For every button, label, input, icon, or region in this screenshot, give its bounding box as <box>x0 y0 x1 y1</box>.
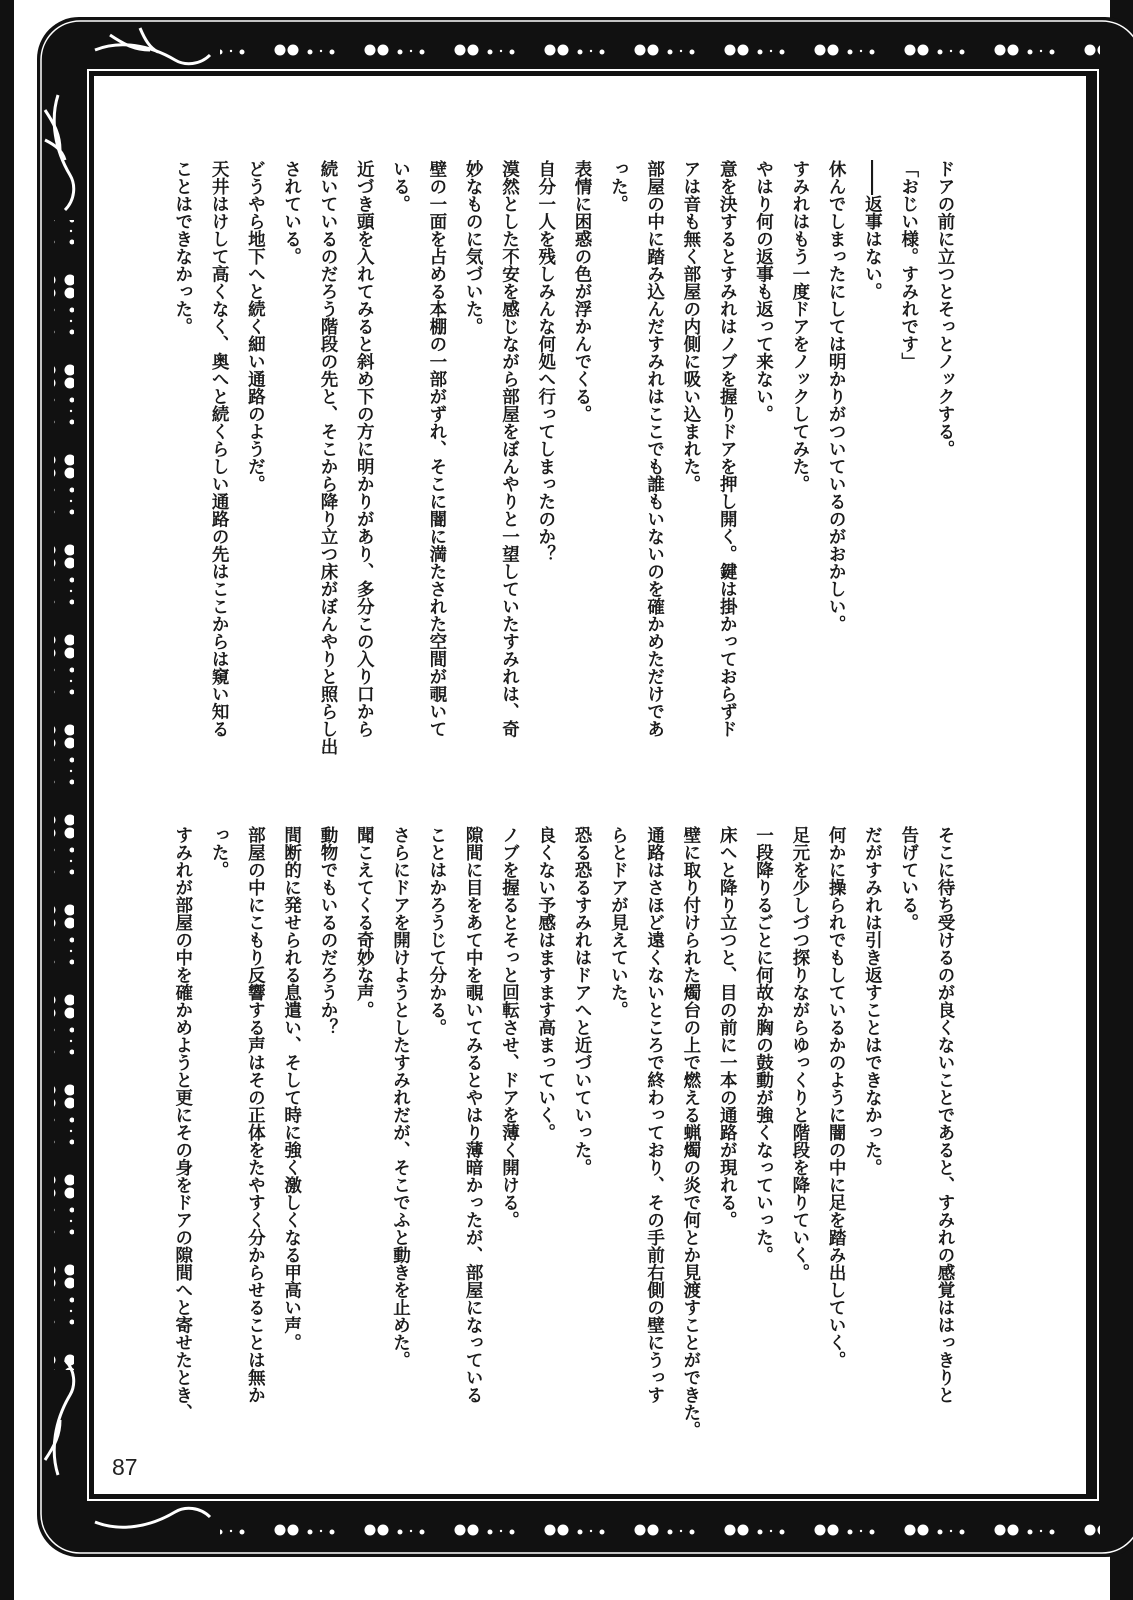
text-line: 足元を少しづつ探りながらゆっくりと階段を降りていく。 <box>789 826 810 1281</box>
text-line: 漠然とした不安を感じながら部屋をぼんやりと一望していたすみれは、奇 <box>499 160 520 738</box>
scan-edge-left <box>0 0 14 1600</box>
text-line: やはり何の返事も返って来ない。 <box>753 160 774 423</box>
text-line: ドアの前に立つとそっとノックする。 <box>935 160 955 458</box>
text-line: ことはかろうじて分かる。 <box>426 826 447 1036</box>
text-line: 壁の一面を占める本棚の一部がずれ、そこに闇に満たされた空間が覗いて <box>426 160 447 738</box>
text-line: 妙なものに気づいた。 <box>463 160 484 335</box>
text-line: アは音も無く部屋の内側に吸い込まれた。 <box>680 160 701 493</box>
page-number: 87 <box>112 1454 138 1480</box>
text-line: そこに待ち受けるのが良くないことであると、すみれの感覚ははっきりと <box>935 826 955 1404</box>
text-line: 告げている。 <box>898 826 919 931</box>
text-line: 続いているのだろう階段の先と、そこから降り立つ床がぼんやりと照らし出 <box>317 160 338 755</box>
text-line: 良くない予感はますます高まっていく。 <box>535 826 556 1141</box>
text-line: 一段降りるごとに何故か胸の鼓動が強くなっていった。 <box>753 826 774 1264</box>
bottom-dot-border <box>220 1516 1100 1536</box>
text-line: さらにドアを開けようとしたすみれだが、そこでふと動きを止めた。 <box>390 826 411 1369</box>
text-line: ――返事はない。 <box>862 160 883 300</box>
text-line: 部屋の中に踏み込んだすみれはここでも誰もいないのを確かめただけであ <box>644 160 665 738</box>
text-line: 隙間に目をあて中を覗いてみるとやはり薄暗かったが、部屋になっている <box>463 826 484 1404</box>
text-line: 何かに操られでもしているかのように闇の中に足を踏み出していく。 <box>826 826 847 1369</box>
text-line: 壁に取り付けられた燭台の上で燃える蝋燭の炎で何とか見渡すことができた。 <box>680 826 701 1439</box>
text-line: 聞こえてくる奇妙な声。 <box>354 826 375 1019</box>
text-line: 動物でもいるのだろうか？ <box>317 826 338 1036</box>
text-line: 表情に困惑の色が浮かんでくる。 <box>572 160 593 423</box>
text-line: ことはできなかった。 <box>172 160 193 335</box>
text-line: 休んでしまったにしては明かりがついているのがおかしい。 <box>826 160 847 633</box>
text-block-top <box>164 160 963 800</box>
text-line: ノブを握るとそっと回転させ、ドアを薄く開ける。 <box>499 826 520 1229</box>
text-line: いる。 <box>390 160 411 213</box>
text-line: 天井はけして高くなく、奥へと続くらしい通路の先はここからは窺い知る <box>209 160 230 738</box>
text-line: だがすみれは引き返すことはできなかった。 <box>862 826 883 1176</box>
text-line: 恐る恐るすみれはドアへと近づいていった。 <box>572 826 593 1176</box>
text-line: されている。 <box>281 160 302 265</box>
top-dot-border <box>220 36 1100 56</box>
text-line: 間断的に発せられる息遣い、そして時に強く激しくなる甲高い声。 <box>281 826 302 1351</box>
left-dot-border <box>54 220 74 1370</box>
text-line: らとドアが見えていた。 <box>608 826 629 1019</box>
text-line: 「おじい様。すみれです」 <box>898 160 919 370</box>
text-line: 意を決するとすみれはノブを握りドアを押し開く。鍵は掛かっておらずド <box>717 160 738 738</box>
text-line: 床へと降り立つと、目の前に一本の通路が現れる。 <box>717 826 738 1229</box>
text-line: 近づき頭を入れてみると斜め下の方に明かりがあり、多分この入り口から <box>354 160 375 738</box>
text-line: 通路はさほど遠くないところで終わっており、その手前右側の壁にうっす <box>644 826 665 1404</box>
text-line: すみれが部屋の中を確かめようと更にその身をドアの隙間へと寄せたとき、 <box>172 826 193 1421</box>
text-line: った。 <box>608 160 629 213</box>
text-line: 部屋の中にこもり反響する声はその正体をたやすく分からせることは無か <box>245 826 266 1404</box>
text-line: 自分一人を残しみんな何処へ行ってしまったのか？ <box>535 160 556 563</box>
text-line: どうやら地下へと続く細い通路のようだ。 <box>245 160 266 493</box>
text-line: すみれはもう一度ドアをノックしてみた。 <box>789 160 810 493</box>
text-line: った。 <box>209 826 230 879</box>
text-block-bottom <box>164 826 963 1466</box>
